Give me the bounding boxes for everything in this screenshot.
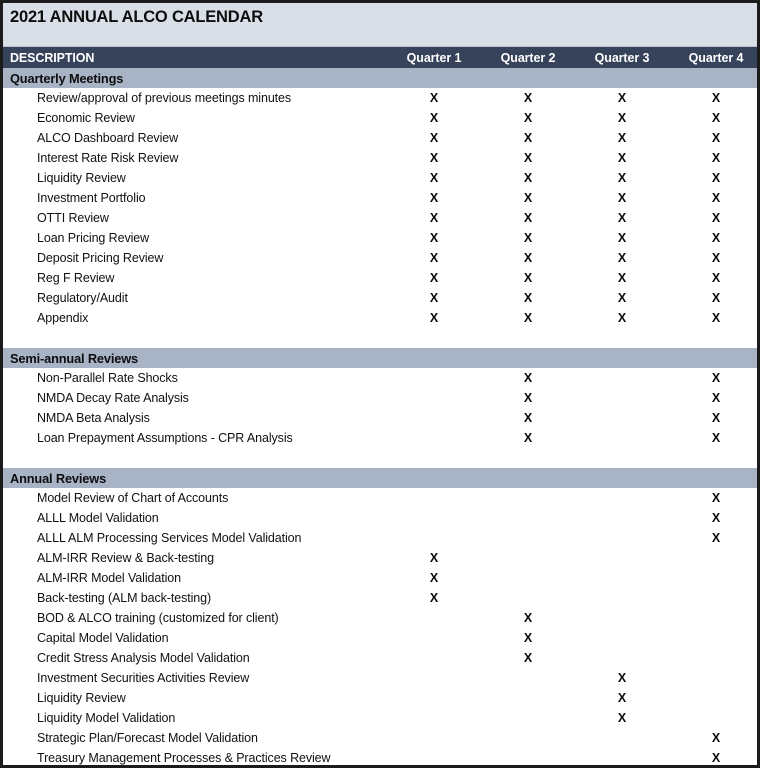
table-row <box>3 528 757 548</box>
cell-quarter-2: X <box>523 371 533 385</box>
cell-quarter-4: X <box>711 271 721 285</box>
table-row <box>3 728 757 748</box>
table-body <box>3 68 757 768</box>
table-row <box>3 108 757 128</box>
cell-quarter-2: X <box>523 171 533 185</box>
row-label: ALM-IRR Review & Back-testing <box>37 551 215 565</box>
cell-quarter-1: X <box>429 131 439 145</box>
cell-quarter-4: X <box>711 171 721 185</box>
cell-quarter-2: X <box>523 311 533 325</box>
section-label: Annual Reviews <box>10 470 107 486</box>
cell-quarter-4: X <box>711 431 721 445</box>
row-label: OTTI Review <box>37 211 109 225</box>
table-row <box>3 548 757 568</box>
cell-quarter-4: X <box>711 731 721 745</box>
cell-quarter-2: X <box>523 631 533 645</box>
cell-quarter-2: X <box>523 391 533 405</box>
table-row <box>3 308 757 328</box>
section-label: Semi-annual Reviews <box>10 350 139 366</box>
cell-quarter-4: X <box>711 491 721 505</box>
cell-quarter-2: X <box>523 131 533 145</box>
cell-quarter-3: X <box>617 111 627 125</box>
section-label: Quarterly Meetings <box>10 70 124 86</box>
cell-quarter-3: X <box>617 311 627 325</box>
table-row <box>3 668 757 688</box>
row-label: BOD & ALCO training (customized for client) <box>37 611 279 625</box>
cell-quarter-4: X <box>711 191 721 205</box>
table-row <box>3 188 757 208</box>
cell-quarter-1: X <box>429 571 439 585</box>
cell-quarter-2: X <box>523 651 533 665</box>
column-header-quarter-4: Quarter 4 <box>688 50 744 65</box>
cell-quarter-1: X <box>429 251 439 265</box>
column-header-quarter-3: Quarter 3 <box>594 50 650 65</box>
row-label: Liquidity Review <box>37 691 126 705</box>
row-label: Deposit Pricing Review <box>37 251 164 265</box>
cell-quarter-2: X <box>523 191 533 205</box>
table-row <box>3 688 757 708</box>
cell-quarter-4: X <box>711 751 721 765</box>
cell-quarter-2: X <box>523 431 533 445</box>
title-band <box>3 3 757 47</box>
table-row <box>3 648 757 668</box>
cell-quarter-4: X <box>711 291 721 305</box>
cell-quarter-4: X <box>711 251 721 265</box>
row-label: NMDA Decay Rate Analysis <box>37 391 189 405</box>
table-row <box>3 568 757 588</box>
row-label: Liquidity Review <box>37 171 126 185</box>
cell-quarter-2: X <box>523 251 533 265</box>
table-row <box>3 608 757 628</box>
cell-quarter-4: X <box>711 231 721 245</box>
row-label: Liquidity Model Validation <box>37 711 176 725</box>
cell-quarter-3: X <box>617 91 627 105</box>
cell-quarter-4: X <box>711 411 721 425</box>
cell-quarter-1: X <box>429 191 439 205</box>
cell-quarter-2: X <box>523 91 533 105</box>
row-label: Interest Rate Risk Review <box>37 151 179 165</box>
table-row <box>3 488 757 508</box>
table-row <box>3 508 757 528</box>
row-label: ALM-IRR Model Validation <box>37 571 181 585</box>
spacer-row <box>3 448 757 468</box>
cell-quarter-2: X <box>523 151 533 165</box>
page-title: 2021 ANNUAL ALCO CALENDAR <box>10 8 263 26</box>
cell-quarter-4: X <box>711 91 721 105</box>
cell-quarter-4: X <box>711 391 721 405</box>
cell-quarter-4: X <box>711 131 721 145</box>
row-label: Economic Review <box>37 111 135 125</box>
table-row <box>3 88 757 108</box>
cell-quarter-3: X <box>617 671 627 685</box>
cell-quarter-1: X <box>429 551 439 565</box>
cell-quarter-3: X <box>617 691 627 705</box>
row-label: Non-Parallel Rate Shocks <box>37 371 178 385</box>
table-column-header <box>3 47 757 68</box>
cell-quarter-2: X <box>523 411 533 425</box>
cell-quarter-1: X <box>429 111 439 125</box>
cell-quarter-3: X <box>617 251 627 265</box>
row-label: Credit Stress Analysis Model Validation <box>37 651 250 665</box>
column-header-quarter-2: Quarter 2 <box>500 50 556 65</box>
table-row <box>3 288 757 308</box>
cell-quarter-4: X <box>711 371 721 385</box>
table-row <box>3 748 757 768</box>
cell-quarter-3: X <box>617 231 627 245</box>
table-row <box>3 148 757 168</box>
row-label: NMDA Beta Analysis <box>37 411 150 425</box>
table-row <box>3 408 757 428</box>
row-label: ALLL Model Validation <box>37 511 159 525</box>
section-header-row <box>3 468 757 488</box>
row-label: Back-testing (ALM back-testing) <box>37 591 212 605</box>
cell-quarter-1: X <box>429 591 439 605</box>
table-row <box>3 628 757 648</box>
cell-quarter-4: X <box>711 311 721 325</box>
row-label: Model Review of Chart of Accounts <box>37 491 229 505</box>
cell-quarter-3: X <box>617 291 627 305</box>
section-header-row <box>3 68 757 88</box>
cell-quarter-4: X <box>711 111 721 125</box>
table-row <box>3 268 757 288</box>
spacer-row <box>3 328 757 348</box>
cell-quarter-3: X <box>617 131 627 145</box>
cell-quarter-3: X <box>617 151 627 165</box>
table-row <box>3 588 757 608</box>
row-label: ALCO Dashboard Review <box>37 131 179 145</box>
row-label: Investment Portfolio <box>37 191 146 205</box>
cell-quarter-4: X <box>711 511 721 525</box>
section-header-row <box>3 348 757 368</box>
cell-quarter-1: X <box>429 311 439 325</box>
cell-quarter-2: X <box>523 611 533 625</box>
cell-quarter-3: X <box>617 271 627 285</box>
cell-quarter-3: X <box>617 711 627 725</box>
cell-quarter-1: X <box>429 91 439 105</box>
cell-quarter-1: X <box>429 271 439 285</box>
cell-quarter-1: X <box>429 151 439 165</box>
cell-quarter-3: X <box>617 191 627 205</box>
row-label: ALLL ALM Processing Services Model Validation <box>37 531 302 545</box>
cell-quarter-2: X <box>523 271 533 285</box>
cell-quarter-4: X <box>711 531 721 545</box>
row-label: Review/approval of previous meetings minutes <box>37 91 292 105</box>
cell-quarter-1: X <box>429 231 439 245</box>
row-label: Loan Prepayment Assumptions - CPR Analysis <box>37 431 293 445</box>
table-row <box>3 368 757 388</box>
table-row <box>3 708 757 728</box>
column-header-description: DESCRIPTION <box>10 50 95 65</box>
cell-quarter-1: X <box>429 211 439 225</box>
cell-quarter-1: X <box>429 291 439 305</box>
row-label: Strategic Plan/Forecast Model Validation <box>37 731 258 745</box>
cell-quarter-2: X <box>523 231 533 245</box>
cell-quarter-4: X <box>711 151 721 165</box>
row-label: Investment Securities Activities Review <box>37 671 250 685</box>
cell-quarter-2: X <box>523 211 533 225</box>
table-row <box>3 228 757 248</box>
table-row <box>3 248 757 268</box>
row-label: Capital Model Validation <box>37 631 169 645</box>
cell-quarter-2: X <box>523 291 533 305</box>
table-row <box>3 388 757 408</box>
table-row <box>3 208 757 228</box>
column-header-quarter-1: Quarter 1 <box>406 50 462 65</box>
row-label: Appendix <box>37 311 89 325</box>
row-label: Regulatory/Audit <box>37 291 128 305</box>
table-row <box>3 128 757 148</box>
cell-quarter-3: X <box>617 211 627 225</box>
row-label: Loan Pricing Review <box>37 231 150 245</box>
cell-quarter-4: X <box>711 211 721 225</box>
row-label: Reg F Review <box>37 271 115 285</box>
cell-quarter-2: X <box>523 111 533 125</box>
cell-quarter-3: X <box>617 171 627 185</box>
cell-quarter-1: X <box>429 171 439 185</box>
table-row <box>3 168 757 188</box>
table-row <box>3 428 757 448</box>
row-label: Treasury Management Processes & Practices Review <box>37 751 331 765</box>
